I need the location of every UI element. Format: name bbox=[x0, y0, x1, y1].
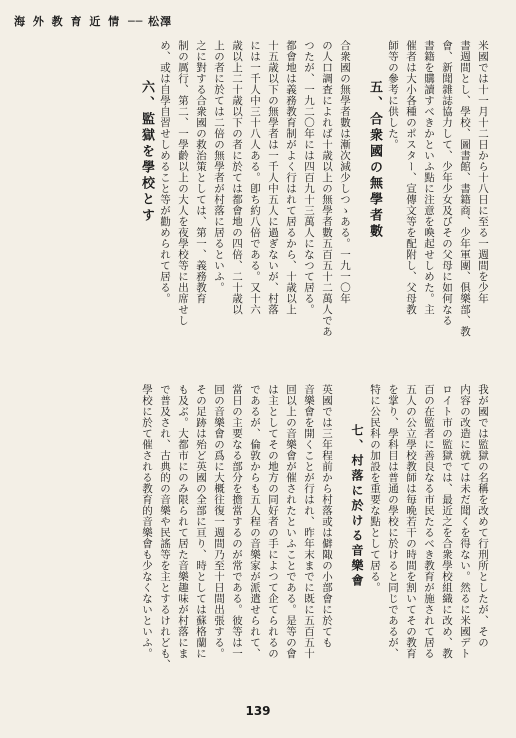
text-line: 書籍を購讀すべきかといふ點に注意を喚起せしめた。主 bbox=[423, 40, 435, 315]
text-line: 英國では三年程前から村落或は僻陬の小部會に於ても bbox=[321, 384, 333, 648]
text-line: 歳以上二十歳以下の者に於ては都會地の四倍、二十歳以 bbox=[231, 40, 243, 315]
text-line: 内容の改造に就ては未だ聞くを得ない。然るに米國デト bbox=[459, 384, 471, 659]
bottom-section bbox=[12, 384, 492, 704]
text-line: 五人の公立學校教師は毎晩若干の時間を割いてその教育 bbox=[405, 384, 417, 659]
text-line: 特に公民科の加設を重要な點として居る。 bbox=[369, 384, 381, 593]
text-line: その足跡は殆ど英國の全部に亘り、時としては蘇格蘭に bbox=[195, 384, 207, 659]
text-line: ロイト市の監獄では、最近之を合衆學校組織に改め、教 bbox=[441, 384, 453, 659]
section-heading-6: 六、監獄を學校とす bbox=[139, 80, 154, 224]
text-line: の人口調査によれば十歳以上の無學者數五百五十二萬人であ bbox=[321, 40, 333, 337]
page-number: 139 bbox=[245, 704, 271, 718]
text-line: 米國では十一月十二日から十八日に至る一週間を少年 bbox=[477, 40, 489, 304]
text-line: は主としてその地方の同好者の手によつて企てられるの bbox=[267, 384, 279, 659]
text-line: 合衆國の無學者數は漸次減少しつゝある。一九一〇年 bbox=[339, 40, 351, 304]
text-line: 上の者に於ては二倍の無學者が村落に居るといふ。 bbox=[213, 40, 225, 293]
text-line: 書週間とし、學校、圖書館、書籍商、少年軍團、俱樂部、教 bbox=[459, 40, 471, 337]
text-line: 百の在監者に善良なる市民たるべき教育が施されて居る bbox=[423, 384, 435, 659]
text-line: 當日の主要なる部分を擔當するのが常である。彼等は一 bbox=[231, 384, 243, 659]
section-heading-5: 五、合衆國の無學者數 bbox=[367, 80, 382, 240]
text-line: つたが、一九二〇年には四百九十三萬人になつて居る。 bbox=[303, 40, 315, 315]
text-line: 學校に於て催される教育的音樂會も少なくないといふ。 bbox=[141, 384, 153, 659]
text-line: には一千人中三十八人ある。卽ち約八倍である。又十六 bbox=[249, 40, 261, 315]
header-author: ── 松澤 bbox=[128, 15, 173, 28]
text-line: 會、新聞雜誌協力して、少年少女及びその父母に如何なる bbox=[441, 40, 453, 326]
top-section bbox=[12, 40, 492, 400]
text-line: 音樂會を開くことが行はれ、昨年末までに既に五百五十 bbox=[303, 384, 315, 659]
text-line: も及ぶ。大都市にのみ限られて居た音樂趣味が村落にま bbox=[177, 384, 189, 659]
section-heading-7: 七、村落に於ける音樂會 bbox=[350, 424, 364, 589]
running-header bbox=[0, 9, 516, 31]
text-line: 之に對する合衆國の救治策としては、第一、義務教育 bbox=[195, 40, 207, 304]
text-line: 回の音樂會の爲に大概往復一週間乃至十日間出張する。 bbox=[213, 384, 225, 659]
text-line: 都會地は義務教育制がよく行はれて居るから、十歳以上 bbox=[285, 40, 297, 315]
text-line: 催者は大小各種のポスター、宣傳文等を配附し、父母教 bbox=[405, 40, 417, 315]
text-line: 我が國では監獄の名稱を改めて行刑所としたが、その bbox=[477, 384, 489, 648]
text-line: を掌り、學科目は普通の學校に於けると同じであるが、 bbox=[387, 384, 399, 659]
text-line: め、或は自學自習せしめること等が勸められて居る。 bbox=[159, 40, 171, 304]
text-line: 回以上の音樂會が催されたといふことである。是等の會 bbox=[285, 384, 297, 659]
text-line: 師等の參考に供した。 bbox=[387, 40, 399, 150]
header-title: 海 外 教 育 近 情 bbox=[14, 15, 122, 28]
text-line: 制の厲行、第二、一學齡以上の大人を夜學校等に出席せし bbox=[177, 40, 189, 326]
text-line: で普及され、古典的の音樂や民謠等を主とするけれども、 bbox=[159, 384, 171, 670]
text-line: 十五歳以下の無學者は一千人中五人に過ぎないが、村落 bbox=[267, 40, 279, 315]
text-line: であるが、倫敦からも五人程の音樂家が派遣せられて、 bbox=[249, 384, 261, 659]
